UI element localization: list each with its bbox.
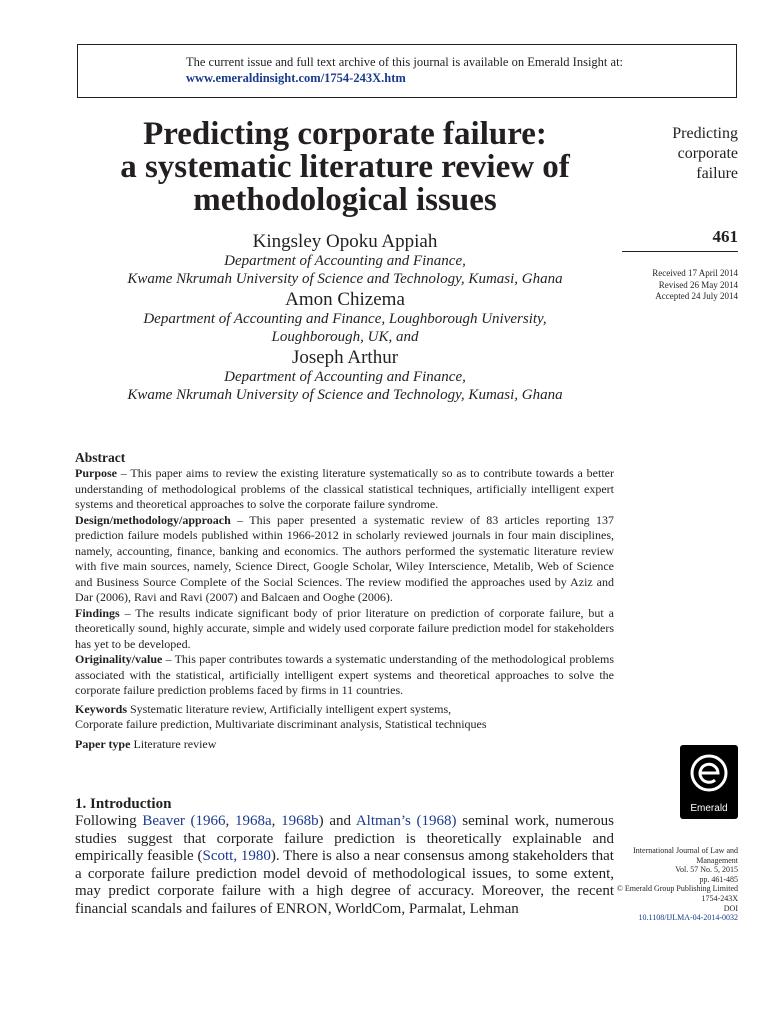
author-name: Joseph Arthur xyxy=(291,347,399,368)
citation-link[interactable]: Scott, 1980 xyxy=(202,848,271,865)
journal-info-line: International Journal of Law and xyxy=(633,846,738,855)
design-label: Design/methodology/approach xyxy=(75,512,231,527)
body-text: , xyxy=(225,813,235,829)
article-dates xyxy=(652,268,738,303)
purpose-text: – This paper aims to review the existing literature systematically so as to contribute towards a better understanding of methodological problems of the classical statistical techniques, artificially intelligent expert systems and theoretical approaches to solve the corporate failure syndrome. xyxy=(75,466,614,511)
emerald-e-icon xyxy=(689,753,729,793)
introduction-paragraph xyxy=(75,813,614,919)
journal-info-line: Vol. 57 No. 5, 2015 xyxy=(675,865,738,875)
affiliation-line: Kwame Nkrumah University of Science and Technology, Kumasi, Ghana xyxy=(127,386,563,403)
findings-label: Findings xyxy=(75,605,120,620)
paper-title-line: Predicting corporate failure: xyxy=(143,116,547,152)
journal-info-line: © Emerald Group Publishing Limited xyxy=(616,884,738,894)
body-text: ) and xyxy=(318,813,356,829)
author-name: Amon Chizema xyxy=(285,289,405,310)
paper-type-value: Literature review xyxy=(133,736,217,751)
emerald-logo xyxy=(680,745,738,819)
originality-text: – This paper contributes towards a systematic understanding of the methodological problems associated with the statistical, artificially intelligent expert systems and theoretical approaches to solve the corporate failure prediction problems faced by firms in 11 countries. xyxy=(75,652,614,697)
body-text: Following xyxy=(75,813,143,829)
author-affiliation xyxy=(40,311,650,346)
page-number: 461 xyxy=(712,227,738,246)
journal-info-line: 1754-243X xyxy=(701,893,738,903)
archive-url-link[interactable]: www.emeraldinsight.com/1754-243X.htm xyxy=(186,71,406,85)
paper-type xyxy=(75,737,614,753)
keywords-line: Corporate failure prediction, Multivariate discriminant analysis, Statistical techniques xyxy=(75,717,487,731)
affiliation-line: Department of Accounting and Finance, xyxy=(224,253,466,269)
body-text: , xyxy=(271,813,282,829)
abstract-heading: Abstract xyxy=(75,450,126,465)
introduction-heading: 1. Introduction xyxy=(75,796,172,812)
doi-link[interactable]: 10.1108/IJLMA-04-2014-0032 xyxy=(638,913,738,923)
body-text: seminal work, numerous studies suggest that corporate failure prediction is theoretically explainable and empirically feasible ( xyxy=(75,813,615,865)
citation-link[interactable]: Beaver (1966 xyxy=(142,813,226,829)
affiliation-line: Kwame Nkrumah University of Science and Technology, Kumasi, Ghana xyxy=(127,270,563,287)
doi-line xyxy=(598,904,738,923)
findings-text: – The results indicate significant body of prior literature on prediction of corporate failure, but a theoretically sound, highly accurate, simple and widely used corporate failure prediction model for stakeholders has yet to be developed. xyxy=(75,605,614,651)
design-text: – This paper presented a systematic review of 83 articles reporting 137 prediction failure models published within 1966-2012 in scholarly reviewed journals in four main disciplines, namely, accounting, finance, banking and economics. The authors performed the systematic literature review with five main sources, namely, Science Direct, Google Scholar, Wiley Interscience, Metalib, Web of Science and Business Source Complete of the Social Sciences. The review modified the approaches used by Aziz and Dar (2006), Ravi and Ravi (2007) and Balcaen and Ooghe (2006). xyxy=(75,512,614,604)
abstract-originality xyxy=(75,652,614,699)
archive-notice-text: The current issue and full text archive of this journal is available on Emerald Insight at: xyxy=(186,55,624,69)
doi-label: DOI xyxy=(723,903,738,913)
revised-date: Revised 26 May 2014 xyxy=(658,279,738,290)
paper-type-label: Paper type xyxy=(75,736,131,751)
affiliation-line: Department of Accounting and Finance, Loughborough University, xyxy=(143,311,547,327)
running-head-line: Predicting xyxy=(672,125,738,142)
journal-info xyxy=(598,846,738,923)
received-date: Received 17 April 2014 xyxy=(652,268,738,278)
accepted-date: Accepted 24 July 2014 xyxy=(655,291,738,301)
citation-link[interactable]: 1968b xyxy=(281,813,319,829)
archive-notice-box xyxy=(77,44,737,98)
journal-info-line: Management xyxy=(696,855,738,865)
journal-info-line: pp. 461-485 xyxy=(699,874,738,884)
purpose-label: Purpose xyxy=(75,466,117,480)
keywords-line: Systematic literature review, Artificially intelligent expert systems, xyxy=(130,701,452,716)
originality-label: Originality/value xyxy=(75,652,163,666)
margin-divider xyxy=(622,251,738,252)
running-head-line: failure xyxy=(696,165,738,182)
citation-link[interactable]: 1968a xyxy=(235,813,272,829)
running-head xyxy=(672,124,738,184)
author-block xyxy=(40,230,650,404)
citation-link[interactable]: Altman’s (1968) xyxy=(355,813,457,829)
abstract-findings xyxy=(75,606,614,653)
abstract-section xyxy=(75,449,614,752)
author-affiliation xyxy=(40,253,650,288)
author-affiliation xyxy=(40,369,650,404)
abstract-purpose xyxy=(75,466,614,513)
keywords-label: Keywords xyxy=(75,701,127,716)
keywords xyxy=(75,702,614,733)
paper-title-line: methodological issues xyxy=(193,182,497,218)
abstract-design xyxy=(75,513,614,606)
paper-title xyxy=(60,118,630,217)
archive-notice xyxy=(186,54,623,86)
affiliation-line: Loughborough, UK, and xyxy=(271,328,419,345)
author-name: Kingsley Opoku Appiah xyxy=(252,231,438,252)
body-text: ). There is also a near consensus among stakeholders that a corporate failure prediction model devoid of methodological issues, to some extent, may predict corporate failure with a high degree of accuracy. Moreover, the recent financial scandals and failures of ENRON, WorldCom, Parmalat, Lehman xyxy=(75,848,614,917)
emerald-logo-text: Emerald xyxy=(690,803,728,814)
running-head-line: corporate xyxy=(677,145,738,162)
paper-title-line: a systematic literature review of xyxy=(120,149,570,185)
affiliation-line: Department of Accounting and Finance, xyxy=(224,369,466,385)
